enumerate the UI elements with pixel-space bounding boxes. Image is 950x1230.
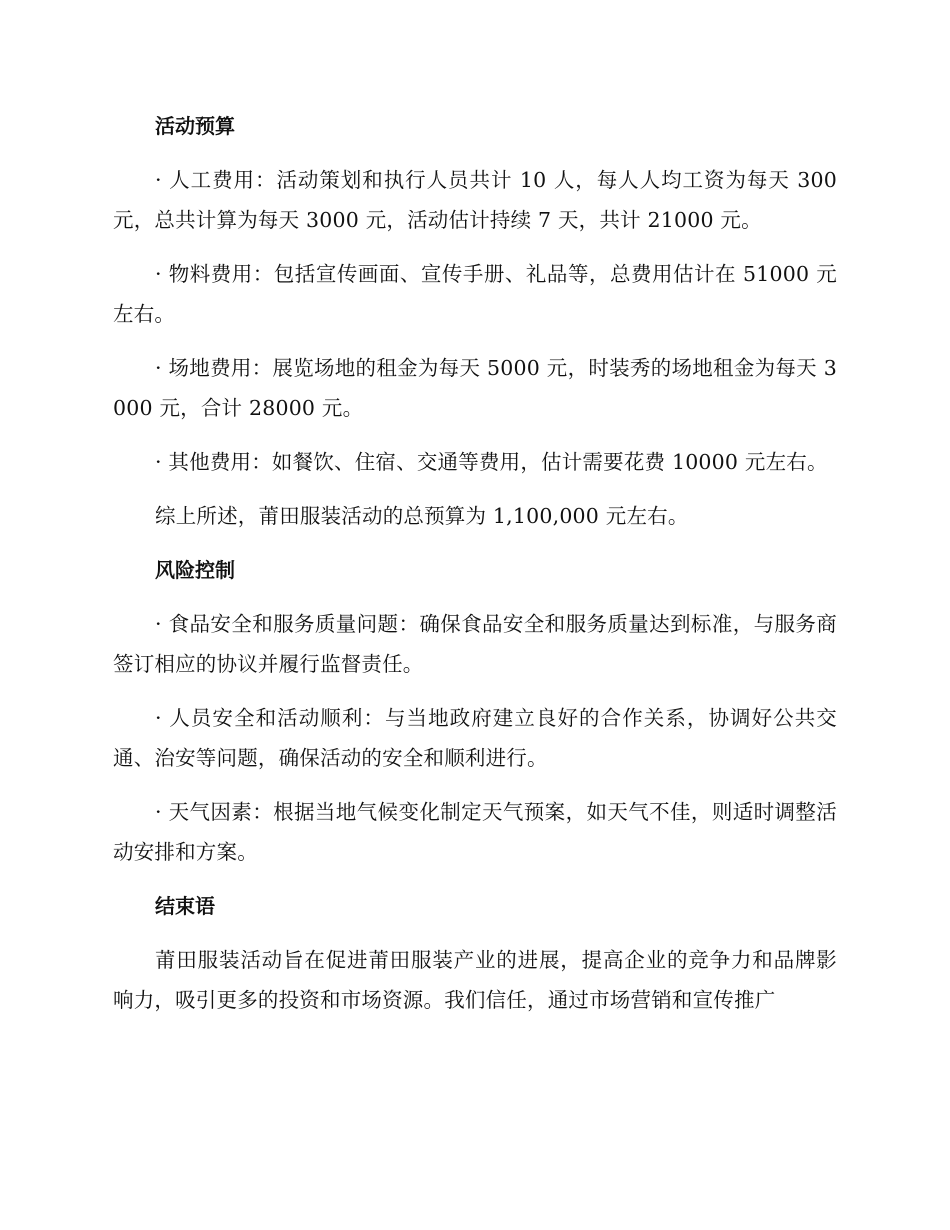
budget-summary: 综上所述，莆田服装活动的总预算为 1,100,000 元左右。 bbox=[155, 504, 689, 528]
budget-material-cost: · 物料费用：包括宣传画面、宣传手册、礼品等，总费用估计在 51000 元左右。 bbox=[113, 262, 837, 326]
budget-other-cost: · 其他费用：如餐饮、住宿、交通等费用，估计需要花费 10000 元左右。 bbox=[155, 450, 828, 474]
risk-personnel-safety: · 人员安全和活动顺利：与当地政府建立良好的合作关系，协调好公共交通、治安等问题，确保活动的安全和顺利进行。 bbox=[113, 706, 837, 770]
budget-labor-cost: · 人工费用：活动策划和执行人员共计 10 人，每人人均工资为每天 300 元，总共计算为每天 3000 元，活动估计持续 7 天，共计 21000 元。 bbox=[113, 168, 837, 232]
budget-venue-cost: · 场地费用：展览场地的租金为每天 5000 元，时装秀的场地租金为每天 3000 元，合计 28000 元。 bbox=[113, 356, 837, 420]
conclusion-paragraph: 莆田服装活动旨在促进莆田服装产业的进展，提高企业的竞争力和品牌影响力，吸引更多的投资和市场资源。我们信任，通过市场营销和宣传推广 bbox=[113, 948, 837, 1012]
section-heading-budget: 活动预算 bbox=[155, 114, 235, 138]
risk-food-service: · 食品安全和服务质量问题：确保食品安全和服务质量达到标准，与服务商签订相应的协议并履行监督责任。 bbox=[113, 612, 837, 676]
section-heading-risk: 风险控制 bbox=[155, 558, 235, 582]
risk-weather: · 天气因素：根据当地气候变化制定天气预案，如天气不佳，则适时调整活动安排和方案。 bbox=[113, 800, 837, 864]
document-body bbox=[113, 106, 837, 1034]
section-heading-conclusion: 结束语 bbox=[155, 894, 215, 918]
